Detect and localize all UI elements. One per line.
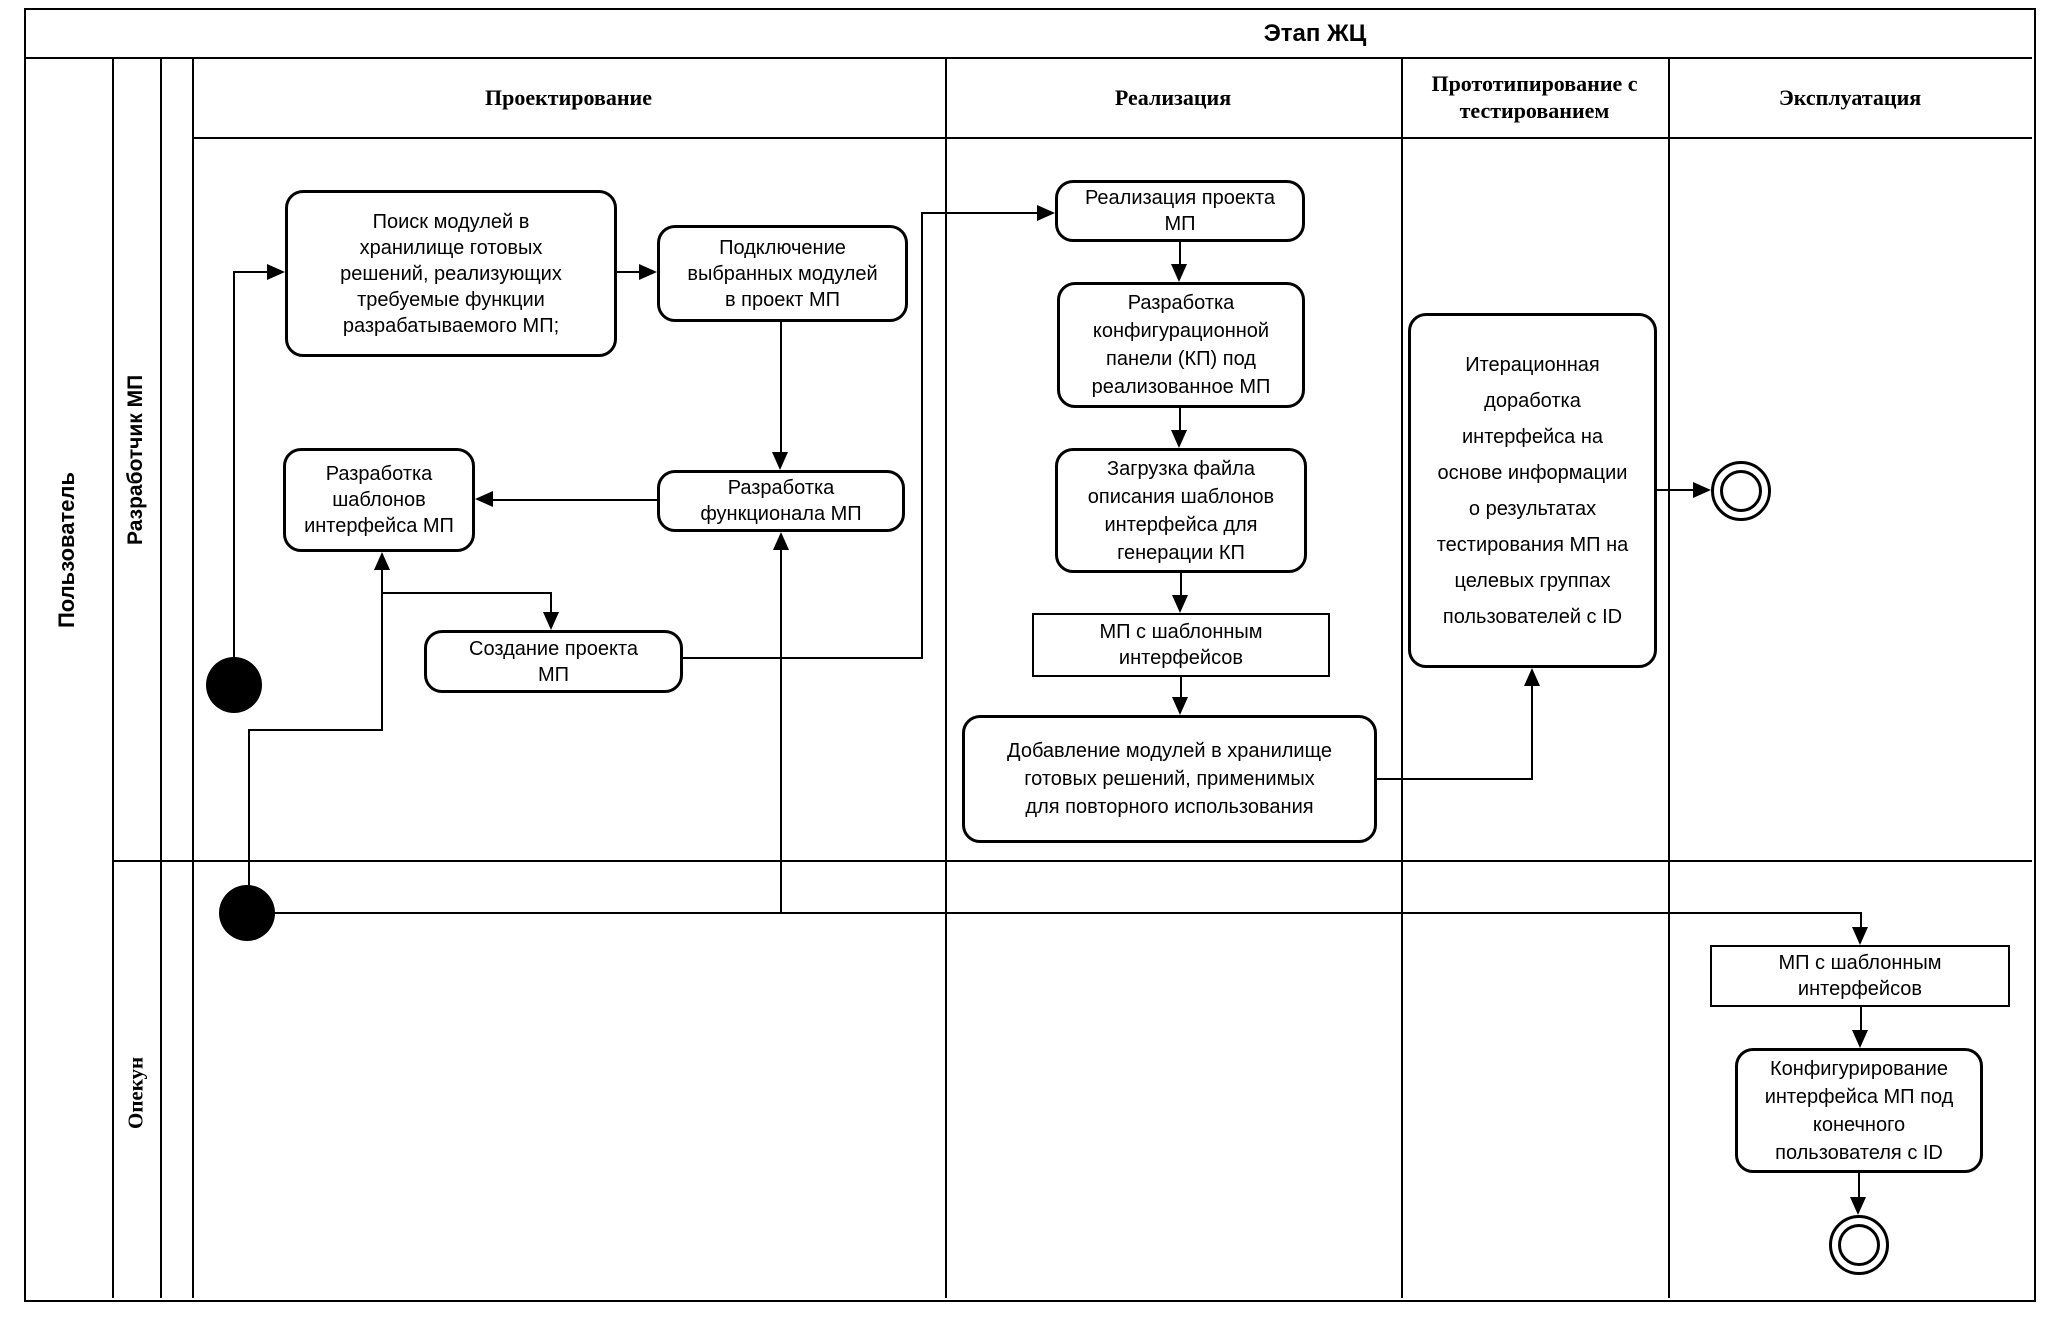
flow-configure-to-final-line (1858, 1173, 1860, 1198)
activity-develop-functionality: Разработка функционала МП (657, 470, 905, 532)
activity-develop-config-panel: Разработка конфигурационной панели (КП) под реализованное МП (1057, 282, 1305, 408)
flow-create-to-implement-v (921, 212, 923, 659)
activity-configure-interface: Конфигурирование интерфейса МП под конечного пользователя с ID (1735, 1048, 1983, 1173)
flow-init-dev-arrowhead (267, 264, 285, 280)
flow-guardian-branch-to-functionality-arrowhead (773, 532, 789, 550)
object-mp-template-operation: МП с шаблонным интерфейсов (1710, 945, 2010, 1007)
flow-init-guardian-up-v2 (381, 570, 383, 731)
flow-create-to-implement-h1 (683, 657, 923, 659)
implementation-prototyping-divider (1401, 57, 1403, 1298)
lane-label-developer: Разработчик МП (124, 374, 147, 546)
object-mp-template-implementation: МП с шаблонным интерфейсов (1032, 613, 1330, 677)
flow-iterative-to-final-arrowhead (1693, 482, 1711, 498)
flow-guardian-main-horizontal (270, 912, 1861, 914)
lane-label-guardian: Опекун (123, 1056, 148, 1129)
initial-node-guardian (219, 885, 275, 941)
prototyping-operation-divider (1668, 57, 1670, 1298)
flow-configpanel-to-loadfile-line (1179, 408, 1181, 432)
diagram-title: Этап ЖЦ (1263, 20, 1367, 47)
flow-to-create-arrowhead (543, 612, 559, 630)
flow-to-templates-arrowhead (374, 552, 390, 570)
lane-label-user: Пользователь (54, 472, 79, 629)
flow-mp-operation-to-configure-arrowhead (1852, 1030, 1868, 1048)
flow-create-to-implement-h2 (921, 212, 1037, 214)
flow-connect-to-functionality-arrowhead (772, 452, 788, 470)
column-header-operation: Эксплуатация (1778, 84, 1922, 110)
column-header-prototyping: Прототипирование с тестированием (1431, 71, 1638, 123)
gap-column-divider (192, 57, 194, 1298)
flow-implement-to-configpanel-arrowhead (1171, 264, 1187, 282)
flow-connect-to-functionality-line (780, 322, 782, 453)
final-node-operation-inner-ring (1838, 1224, 1880, 1266)
flow-mp-to-addmodules-arrowhead (1172, 697, 1188, 715)
flow-guardian-branch-to-functionality-v (780, 550, 782, 913)
flow-init-dev-horizontal (233, 271, 267, 273)
developer-guardian-lane-divider (112, 860, 2032, 862)
activity-search-modules: Поиск модулей в хранилище готовых решений, реализующих требуемые функции разрабатываемого МП; (285, 190, 617, 357)
flow-configure-to-final-arrowhead (1850, 1197, 1866, 1215)
flow-loadfile-to-mp-arrowhead (1172, 595, 1188, 613)
column-header-design: Проектирование (485, 84, 652, 110)
flow-guardian-to-mp-operation-arrowhead (1852, 927, 1868, 945)
flow-iterative-to-final-line (1657, 489, 1695, 491)
activity-create-project: Создание проекта МП (424, 630, 683, 693)
final-node-operation (1829, 1215, 1889, 1275)
flow-mp-operation-to-configure-line (1860, 1007, 1862, 1031)
activity-load-template-file: Загрузка файла описания шаблонов интерфейса для генерации КП (1055, 448, 1307, 573)
flow-addmodules-to-iterative-h (1377, 778, 1533, 780)
role-column-divider (160, 57, 162, 1298)
initial-node-developer (206, 657, 262, 713)
column-header-bottom-line (192, 137, 2032, 139)
flow-functionality-to-templates-line (493, 499, 657, 501)
flow-search-to-connect-arrowhead (639, 264, 657, 280)
flow-init-guardian-up-v1 (248, 730, 250, 887)
flow-init-dev-vertical (233, 272, 235, 658)
flow-loadfile-to-mp-line (1180, 573, 1182, 597)
flow-init-guardian-up-h1 (248, 729, 383, 731)
activity-iterative-refinement: Итерационная доработка интерфейса на основе информации о результатах тестирования МП на целевых группах пользователей с ID (1408, 313, 1657, 668)
design-implementation-divider (945, 57, 947, 1298)
final-node-prototyping-inner-ring (1720, 470, 1762, 512)
flow-create-to-implement-arrowhead (1037, 205, 1055, 221)
activity-add-modules-to-storage: Добавление модулей в хранилище готовых решений, применимых для повторного использования (962, 715, 1377, 843)
column-header-implementation: Реализация (1114, 84, 1232, 110)
activity-connect-modules: Подключение выбранных модулей в проект МП (657, 225, 908, 322)
flow-search-to-connect-line (617, 271, 639, 273)
flow-implement-to-configpanel-line (1179, 242, 1181, 266)
flow-addmodules-to-iterative-v (1531, 686, 1533, 780)
activity-develop-templates: Разработка шаблонов интерфейса МП (283, 448, 475, 552)
flow-guardian-to-mp-operation-v (1860, 912, 1862, 928)
flow-configpanel-to-loadfile-arrowhead (1171, 430, 1187, 448)
final-node-prototyping (1711, 461, 1771, 521)
flow-addmodules-to-iterative-arrowhead (1524, 668, 1540, 686)
activity-implement-project: Реализация проекта МП (1055, 180, 1305, 242)
flow-branch-to-create-v (550, 592, 552, 614)
flow-branch-to-create-h (381, 592, 552, 594)
flow-functionality-to-templates-arrowhead (475, 491, 493, 507)
flow-mp-to-addmodules-line (1180, 677, 1182, 699)
